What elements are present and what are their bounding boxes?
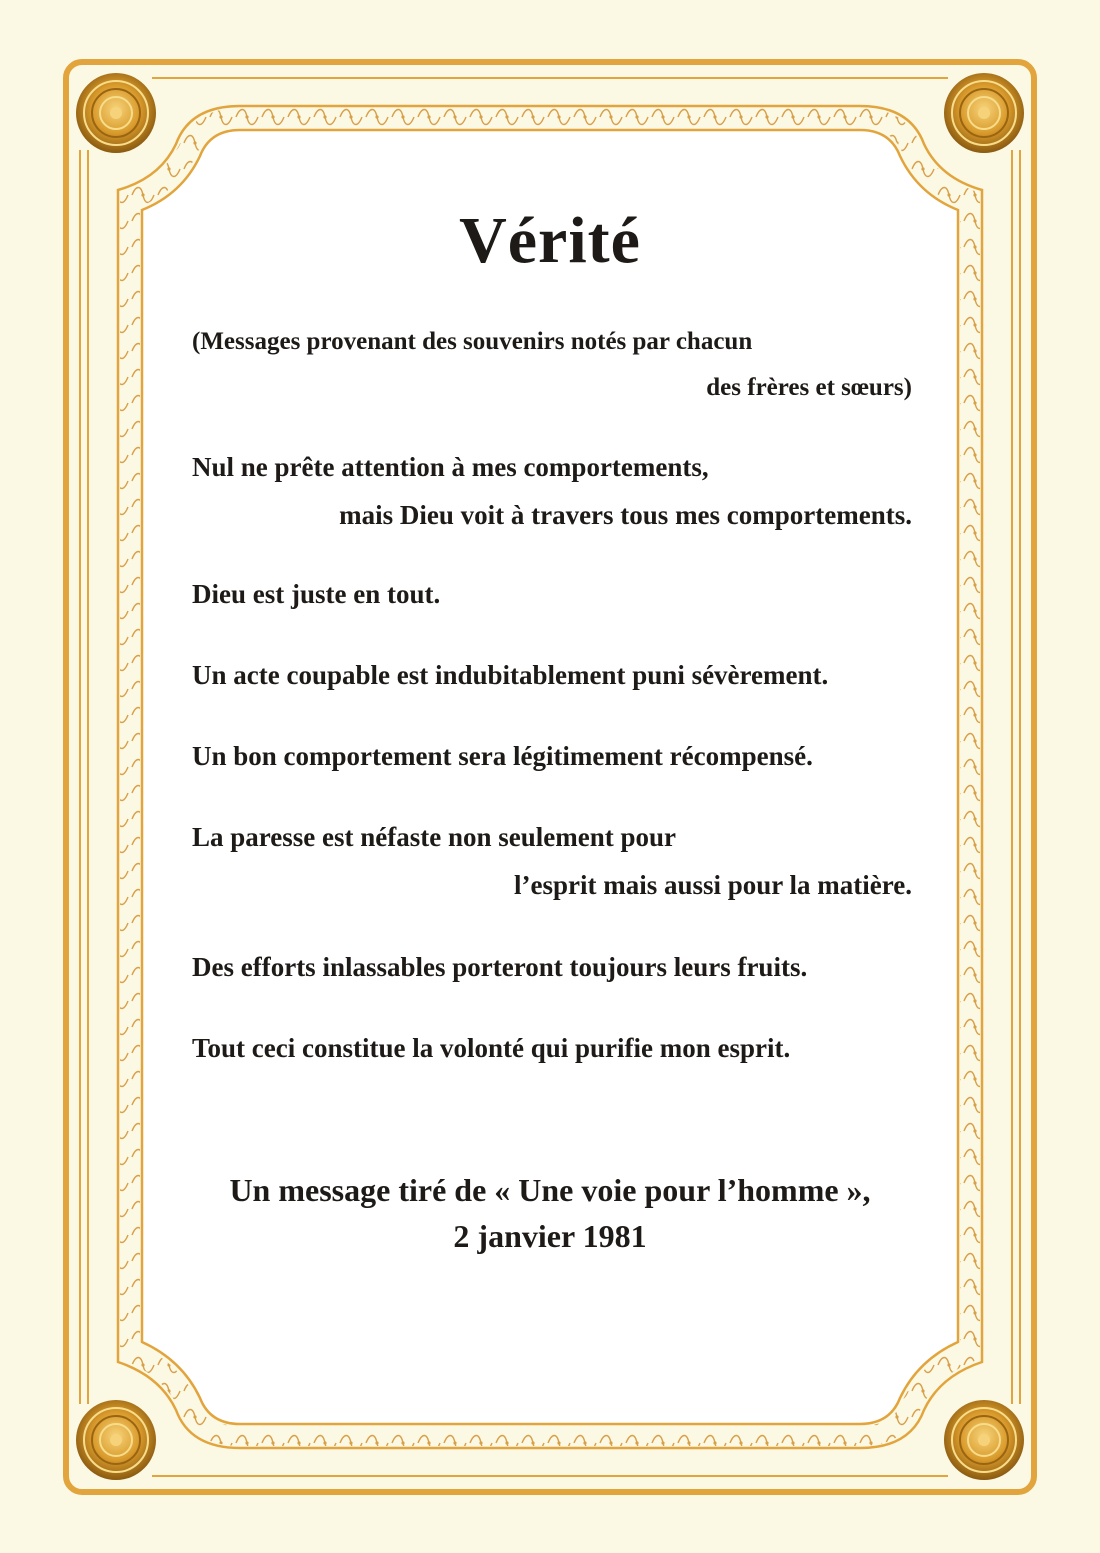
verse-1-line-2: mais Dieu voit à travers tous mes comportements. bbox=[339, 500, 912, 530]
corner-medallion bbox=[944, 73, 1024, 153]
corner-medallion bbox=[944, 1400, 1024, 1480]
verse-5-line-2: l’esprit mais aussi pour la matière. bbox=[514, 870, 912, 900]
verse-4: Un bon comportement sera légitimement récompensé. bbox=[192, 741, 813, 771]
subtitle-line-2: des frères et sœurs) bbox=[706, 374, 912, 401]
verse-5-line-1: La paresse est néfaste non seulement pour bbox=[192, 822, 676, 852]
verse-7: Tout ceci constitue la volonté qui purifie mon esprit. bbox=[192, 1033, 791, 1063]
corner-medallion bbox=[76, 73, 156, 153]
corner-medallion bbox=[76, 1400, 156, 1480]
page-title: Vérité bbox=[459, 204, 641, 277]
verse-3: Un acte coupable est indubitablement puni sévèrement. bbox=[192, 660, 829, 690]
source-date: 2 janvier 1981 bbox=[453, 1218, 647, 1254]
source-line-1: Un message tiré de « Une voie pour l’homme », bbox=[229, 1172, 871, 1208]
verse-1-line-1: Nul ne prête attention à mes comportements, bbox=[192, 452, 709, 482]
subtitle-line-1: (Messages provenant des souvenirs notés par chacun bbox=[192, 328, 753, 355]
verse-6: Des efforts inlassables porteront toujours leurs fruits. bbox=[192, 952, 808, 982]
verse-2: Dieu est juste en tout. bbox=[192, 579, 441, 609]
